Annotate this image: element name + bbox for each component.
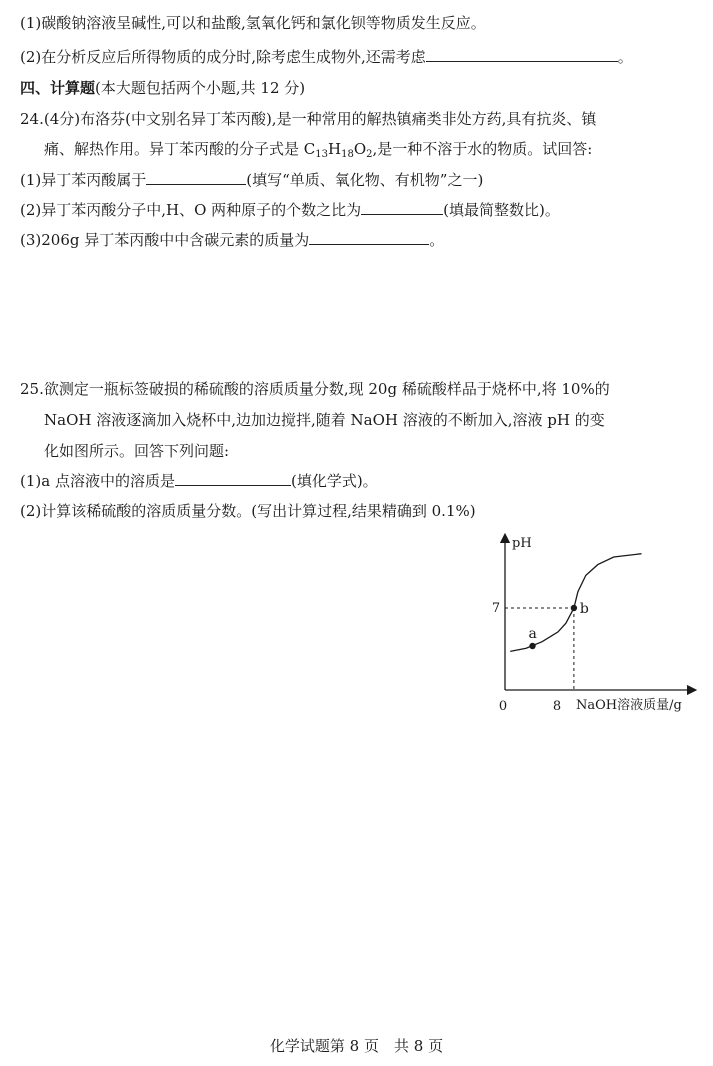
section-note: (本大题包括两个小题,共 12 分): [95, 79, 306, 97]
x-tick-0: 0: [498, 699, 508, 714]
q24-sub2-hint: (填最简整数比)。: [443, 201, 560, 219]
q25-sub1: [20, 471, 378, 491]
q24-sub1-text: (1)异丁苯丙酸属于: [20, 171, 147, 189]
answer-blank-q24-1[interactable]: [146, 170, 246, 185]
x-tick-8: 8: [552, 699, 562, 714]
q24-line2-suffix: ,是一种不溶于水的物质。试回答:: [372, 140, 593, 158]
q24-sub3: [20, 230, 444, 250]
formula-sub-h: 18: [341, 149, 354, 160]
q23-line2-text: (2)在分析反应后所得物质的成分时,除考虑生成物外,还需考虑: [20, 48, 426, 66]
section-title: 四、计算题: [20, 79, 96, 97]
y-tick-7: 7: [491, 601, 501, 616]
point-a: [529, 643, 535, 649]
x-axis-label: NaOH溶液质量/g: [576, 698, 682, 713]
formula-sub-o: 2: [366, 149, 373, 160]
q24-sub1: [20, 170, 483, 190]
point-a-label: a: [528, 626, 537, 642]
q24-line1: 24.(4分)布洛芬(中文别名异丁苯丙酸),是一种常用的解热镇痛类非处方药,具有抗炎、镇: [20, 110, 597, 128]
section-heading: [20, 78, 305, 98]
q25-sub2: (2)计算该稀硫酸的溶质质量分数。(写出计算过程,结果精确到 0.1%): [20, 502, 476, 520]
q24-formula-prefix: 痛、解热作用。异丁苯丙酸的分子式是 C: [44, 140, 316, 158]
formula-sub-c: 13: [315, 149, 328, 160]
answer-blank-q24-3[interactable]: [309, 230, 429, 245]
y-axis-label: pH: [512, 536, 532, 551]
formula-o: O: [353, 140, 367, 158]
q25-line2: NaOH 溶液逐滴加入烧杯中,边加边搅拌,随着 NaOH 溶液的不断加入,溶液 pH 的变: [44, 411, 605, 429]
answer-blank-q24-2[interactable]: [361, 200, 443, 215]
q23-line1: (1)碳酸钠溶液呈碱性,可以和盐酸,氢氧化钙和氯化钡等物质发生反应。: [20, 14, 486, 32]
page-footer: 化学试题第 8 页 共 8 页: [269, 1037, 444, 1055]
answer-blank-q23-2[interactable]: [426, 47, 618, 62]
q23-line2: [20, 47, 633, 67]
q25-line1: 25.欲测定一瓶标签破损的稀硫酸的溶质质量分数,现 20g 稀硫酸样品于烧杯中,将 10%的: [20, 380, 610, 398]
q24-line2: [44, 139, 592, 159]
formula-h: H: [327, 140, 342, 158]
q24-sub3-text: (3)206g 异丁苯丙酸中中含碳元素的质量为: [20, 231, 310, 249]
q25-sub1-hint: (填化学式)。: [290, 472, 378, 490]
ph-chart: [484, 530, 709, 720]
q24-sub2: [20, 200, 560, 220]
point-b-label: b: [579, 601, 589, 617]
q24-sub2-text: (2)异丁苯丙酸分子中,H、O 两种原子的个数之比为: [20, 201, 362, 219]
answer-blank-q25-1[interactable]: [175, 471, 291, 486]
q25-line3: 化如图所示。回答下列问题:: [44, 442, 230, 460]
point-b: [571, 605, 577, 611]
q23-line2-end: 。: [617, 48, 633, 66]
q24-sub3-end: 。: [429, 231, 445, 249]
q24-sub1-hint: (填写“单质、氧化物、有机物”之一): [246, 171, 484, 189]
q25-sub1-text: (1)a 点溶液中的溶质是: [20, 472, 175, 490]
